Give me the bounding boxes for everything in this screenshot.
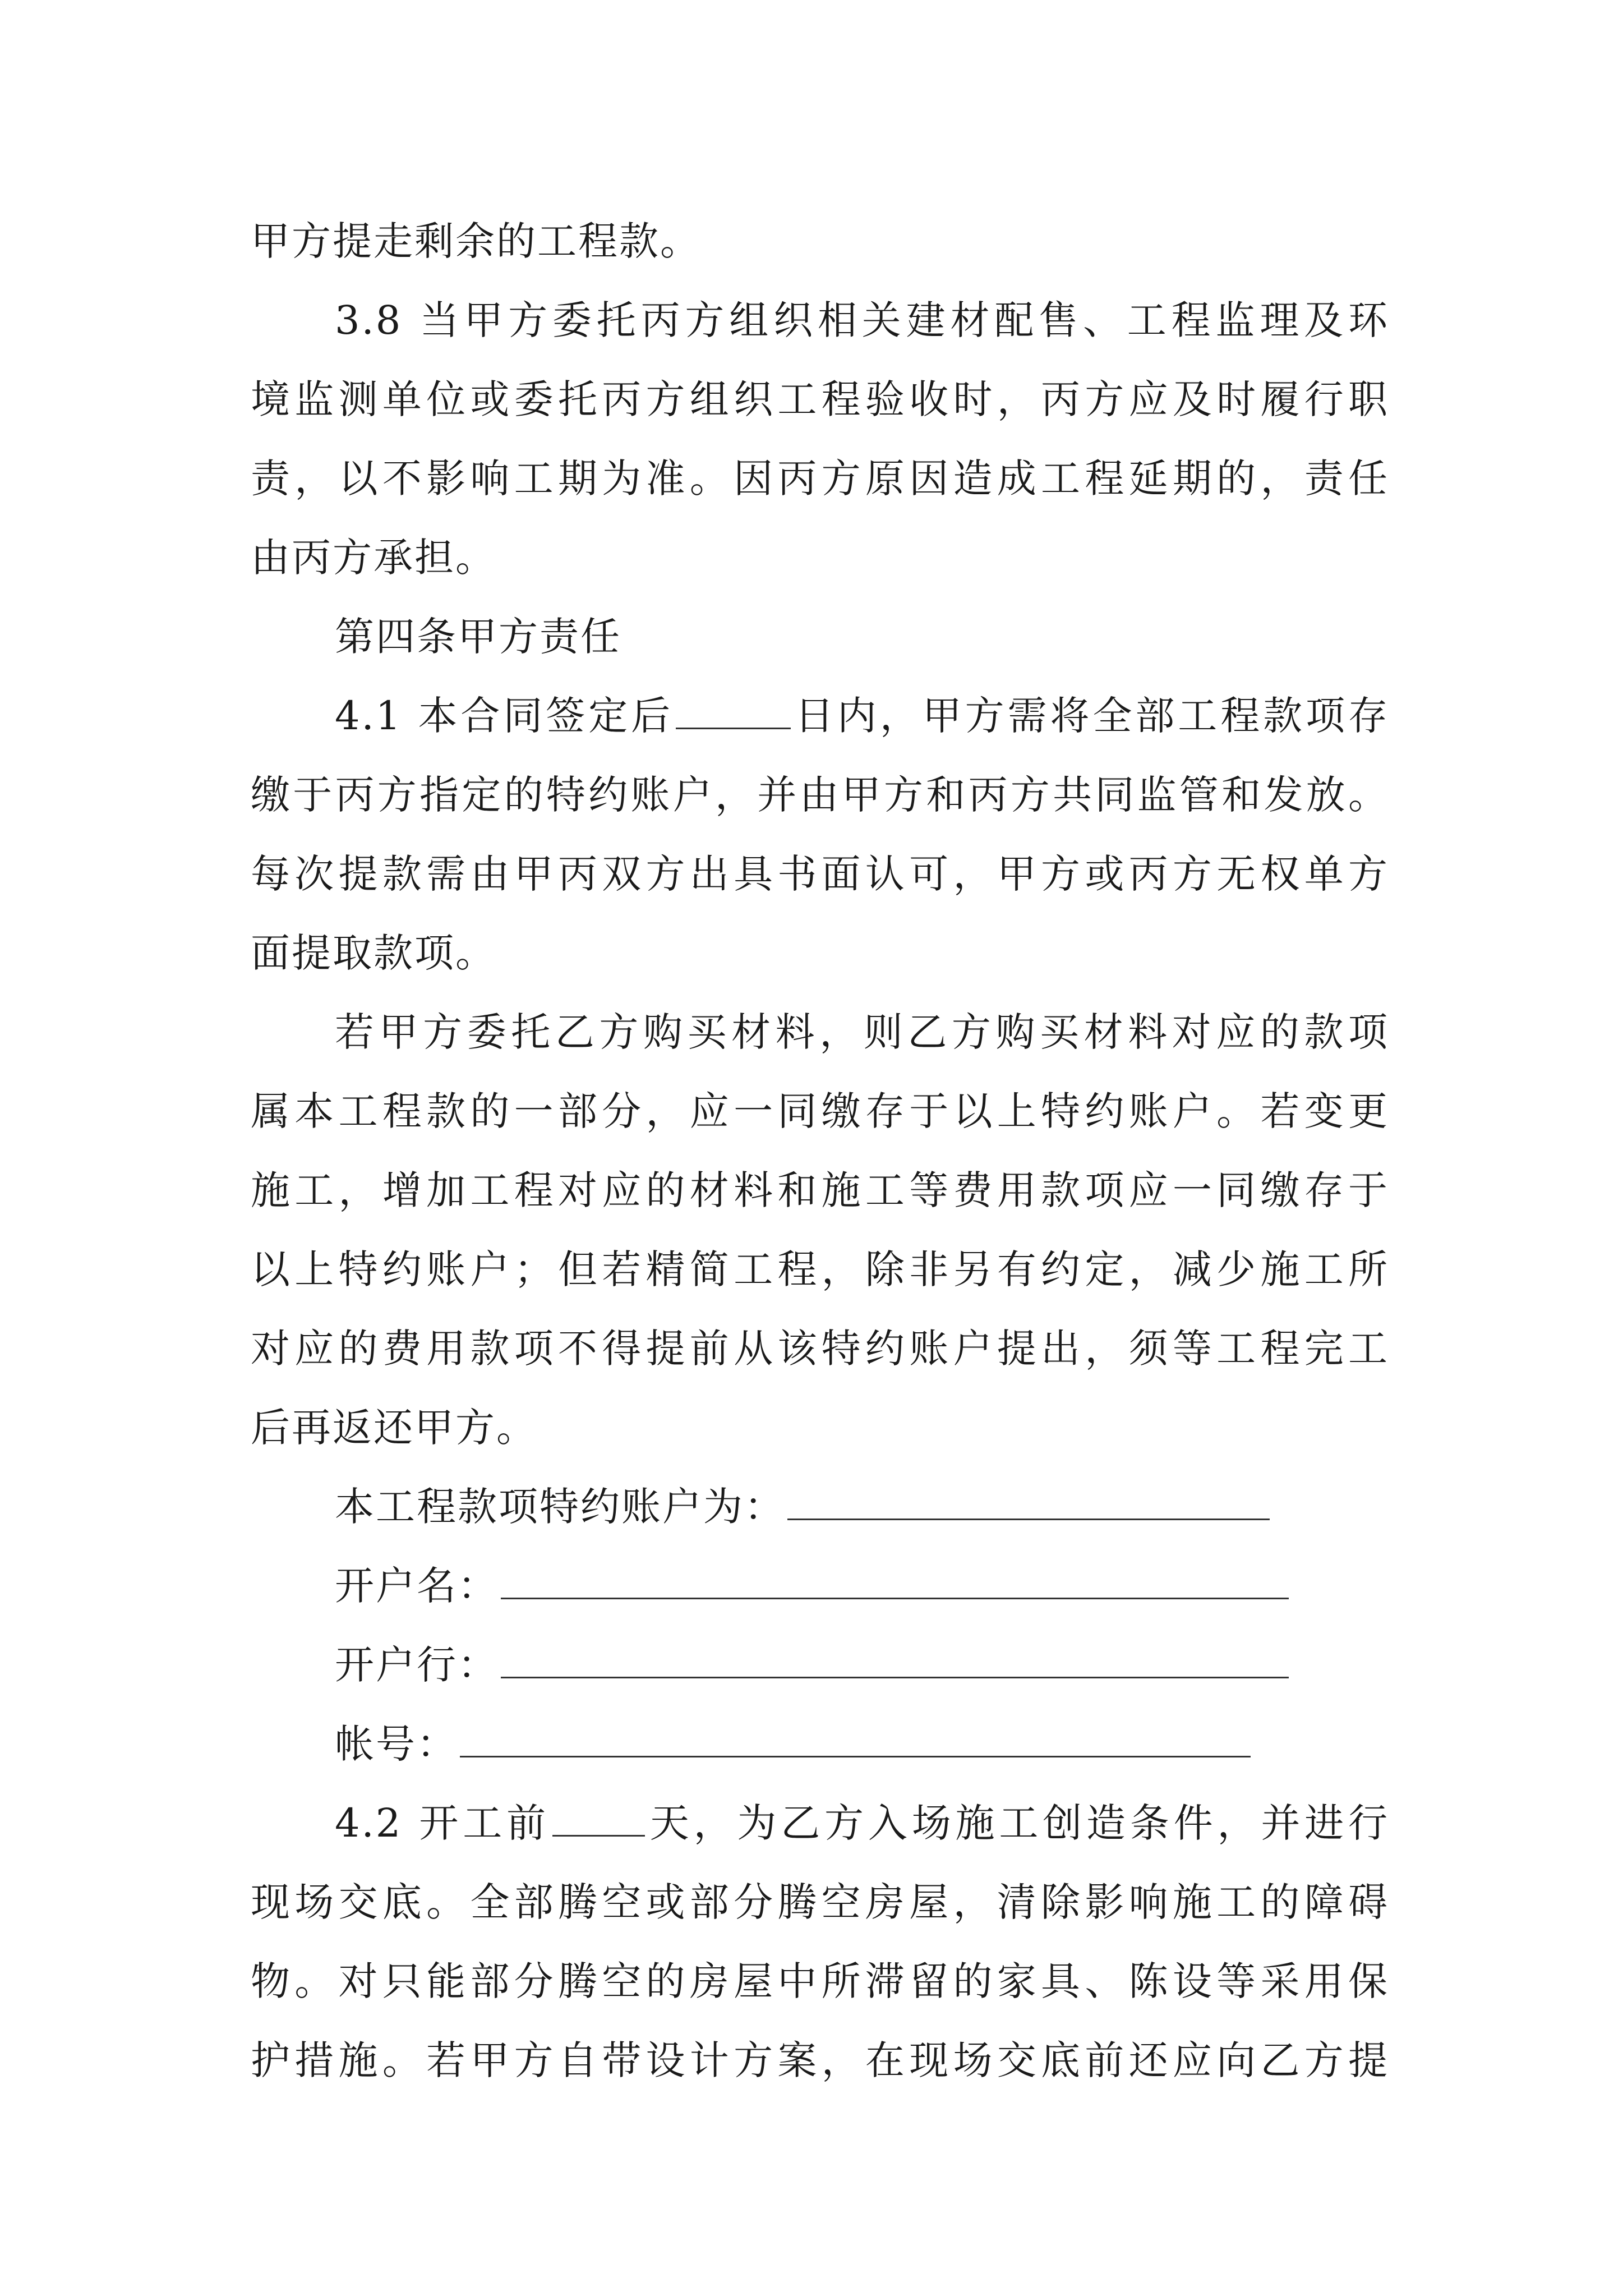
account-line	[251, 1467, 1389, 1547]
account-number-line	[251, 1705, 1389, 1784]
paragraph-line: 护措施。若甲方自带设计方案，在现场交底前还应向乙方提	[251, 2037, 1389, 2083]
paragraph-line: 施工，增加工程对应的材料和施工等费用款项应一同缴存于	[251, 1167, 1389, 1213]
paragraph-line: 每次提款需由甲丙双方出具书面认可，甲方或丙方无权单方	[251, 851, 1389, 897]
bank-label: 开户行：	[335, 1642, 499, 1688]
account-blank-field[interactable]	[787, 1479, 1270, 1520]
days-before-start-blank-field[interactable]	[552, 1796, 645, 1837]
paragraph-line: 若甲方委托乙方购买材料，则乙方购买材料对应的款项	[335, 1009, 1389, 1055]
bank-line	[251, 1626, 1389, 1705]
paragraph-line: 属本工程款的一部分，应一同缴存于以上特约账户。若变更	[251, 1088, 1389, 1134]
account-label: 本工程款项特约账户为：	[335, 1484, 785, 1530]
account-number-blank-field[interactable]	[460, 1717, 1251, 1757]
clause-4-1-suffix: 日内，甲方需将全部工程款项存	[793, 693, 1390, 739]
clause-4-2-suffix: 天，为乙方入场施工创造条件，并进行	[647, 1800, 1390, 1846]
paragraph-line: 缴于丙方指定的特约账户，并由甲方和丙方共同监管和发放。	[251, 772, 1389, 818]
clause-3-8-line: 3.8 当甲方委托丙方组织相关建材配售、工程监理及环	[335, 297, 1389, 343]
account-number-label: 帐号：	[335, 1721, 458, 1767]
paragraph-line: 由丙方承担。	[251, 535, 496, 581]
clause-4-2-prefix: 4.2 开工前	[335, 1800, 550, 1846]
clause-4-1-prefix: 4.1 本合同签定后	[335, 693, 674, 739]
paragraph-line: 对应的费用款项不得提前从该特约账户提出，须等工程完工	[251, 1326, 1389, 1372]
account-name-blank-field[interactable]	[501, 1558, 1289, 1599]
paragraph-line: 境监测单位或委托丙方组织工程验收时，丙方应及时履行职	[251, 376, 1389, 422]
paragraph-line: 面提取款项。	[251, 930, 496, 976]
paragraph-line: 现场交底。全部腾空或部分腾空房屋，清除影响施工的障碍	[251, 1879, 1389, 1925]
paragraph-line: 以上特约账户；但若精简工程，除非另有约定，减少施工所	[251, 1246, 1389, 1292]
paragraph-line: 甲方提走剩余的工程款。	[251, 218, 701, 264]
paragraph-line: 责，以不影响工期为准。因丙方原因造成工程延期的，责任	[251, 455, 1389, 501]
paragraph-line: 后再返还甲方。	[251, 1405, 537, 1451]
article-4-heading: 第四条甲方责任	[335, 614, 621, 660]
account-name-line	[251, 1547, 1389, 1626]
paragraph-line: 物。对只能部分腾空的房屋中所滞留的家具、陈设等采用保	[251, 1958, 1389, 2004]
clause-4-1-line	[251, 677, 1389, 756]
bank-blank-field[interactable]	[501, 1637, 1289, 1678]
account-name-label: 开户名：	[335, 1563, 499, 1609]
contract-body	[251, 202, 1389, 2100]
days-blank-field[interactable]	[676, 688, 791, 729]
clause-4-2-line	[251, 1784, 1389, 1863]
